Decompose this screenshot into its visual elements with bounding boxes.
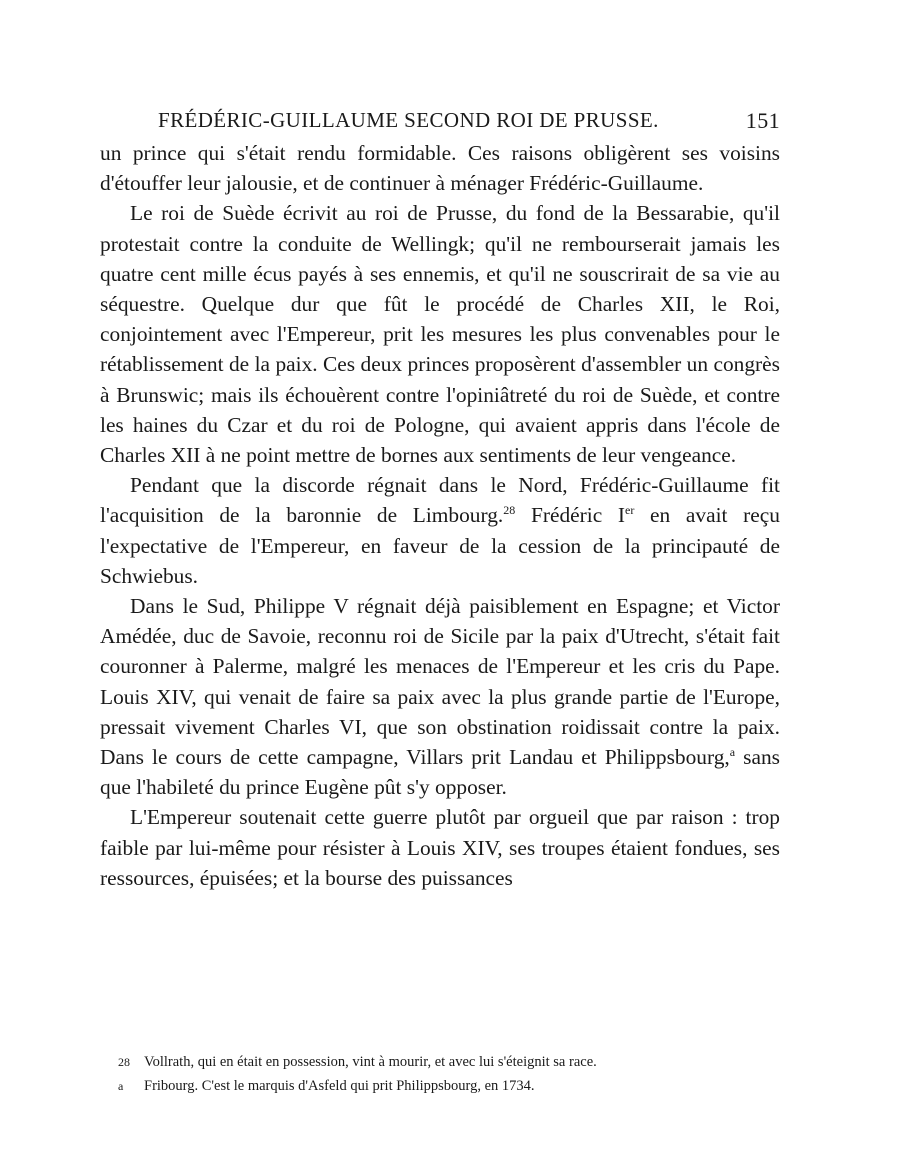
footnote-ref-28: 28 (503, 503, 516, 518)
footnote-text: Vollrath, qui en était en possession, vint à mourir, et avec lui s'éteignit sa race. (144, 1054, 597, 1070)
paragraph-text: sans que l'habileté du prince Eugène pût s'y opposer. (100, 745, 780, 800)
paragraph-5 (100, 802, 780, 893)
footnote-28 (118, 1050, 758, 1074)
paragraph-4 (100, 591, 780, 802)
paragraph-text: Le roi de Suède écrivit au roi de Prusse, du fond de la Bessarabie, qu'il protestait contre la conduite de Wellingk; qu'il ne rembourserait jamais les quatre cent mille écus payés à ses ennemis, et qu'il ne souscrirait de sa vie au séquestre. Quelque dur que fût le procédé de Charles XII, le Roi, conjointement avec l'Empereur, prit les mesures les plus convenables pour le rétablissement de la paix. Ces deux princes proposèrent d'assembler un congrès à Brunswic; mais ils échouèrent contre l'opiniâtreté du roi de Suède, et contre les haines du Czar et du roi de Pologne, qui avaient appris dans l'école de Charles XII à ne point mettre de bornes aux sentiments de leur vengeance. (100, 201, 780, 468)
paragraph-2 (100, 198, 780, 470)
paragraph-text: un prince qui s'était rendu formidable. Ces raisons obligèrent ses voisins d'étouffer leur jalousie, et de continuer à ménager Frédéric-Guillaume. (100, 141, 780, 196)
paragraph-text: Pendant que la discorde régnait dans le Nord, Frédéric-Guillaume fit l'acquisition de la baronnie de Limbourg. (100, 473, 780, 528)
paragraph-text: en avait reçu l'expectative de l'Empereur, en faveur de la cession de la principauté de Schwiebus. (100, 503, 780, 588)
superscript-er: er (625, 503, 635, 518)
paragraph-text: L'Empereur soutenait cette guerre plutôt par orgueil que par raison : trop faible par lui-même pour résister à Louis XIV, ses troupes étaient fondues, ses ressources, épuisées; et la bourse des puissances (100, 805, 780, 890)
paragraph-text: Frédéric I (515, 503, 626, 528)
footnote-text: Fribourg. C'est le marquis d'Asfeld qui prit Philippsbourg, en 1734. (144, 1078, 535, 1094)
page-number: 151 (745, 108, 780, 133)
footnotes (118, 1050, 758, 1098)
paragraph-1 (100, 138, 780, 198)
running-title: FRÉDÉRIC-GUILLAUME SECOND ROI DE PRUSSE. (158, 108, 659, 132)
footnote-mark: a (118, 1079, 124, 1093)
body-text (100, 138, 780, 893)
running-head (100, 104, 780, 138)
page (100, 104, 780, 893)
footnote-mark: 28 (118, 1055, 130, 1069)
footnote-a (118, 1074, 758, 1098)
paragraph-text: Dans le Sud, Philippe V régnait déjà paisiblement en Espagne; et Victor Amédée, duc de Savoie, reconnu roi de Sicile par la paix d'Utrecht, s'était fait couronner à Palerme, malgré les menaces de l'Empereur et les cris du Pape. Louis XIV, qui venait de faire sa paix avec la plus grande partie de l'Europe, pressait vivement Charles VI, que son obstination roidissait contre la paix. Dans le cours de cette campagne, Villars prit Landau et Philippsbourg, (100, 594, 780, 770)
footnote-ref-a: a (729, 745, 736, 760)
paragraph-3 (100, 470, 780, 591)
